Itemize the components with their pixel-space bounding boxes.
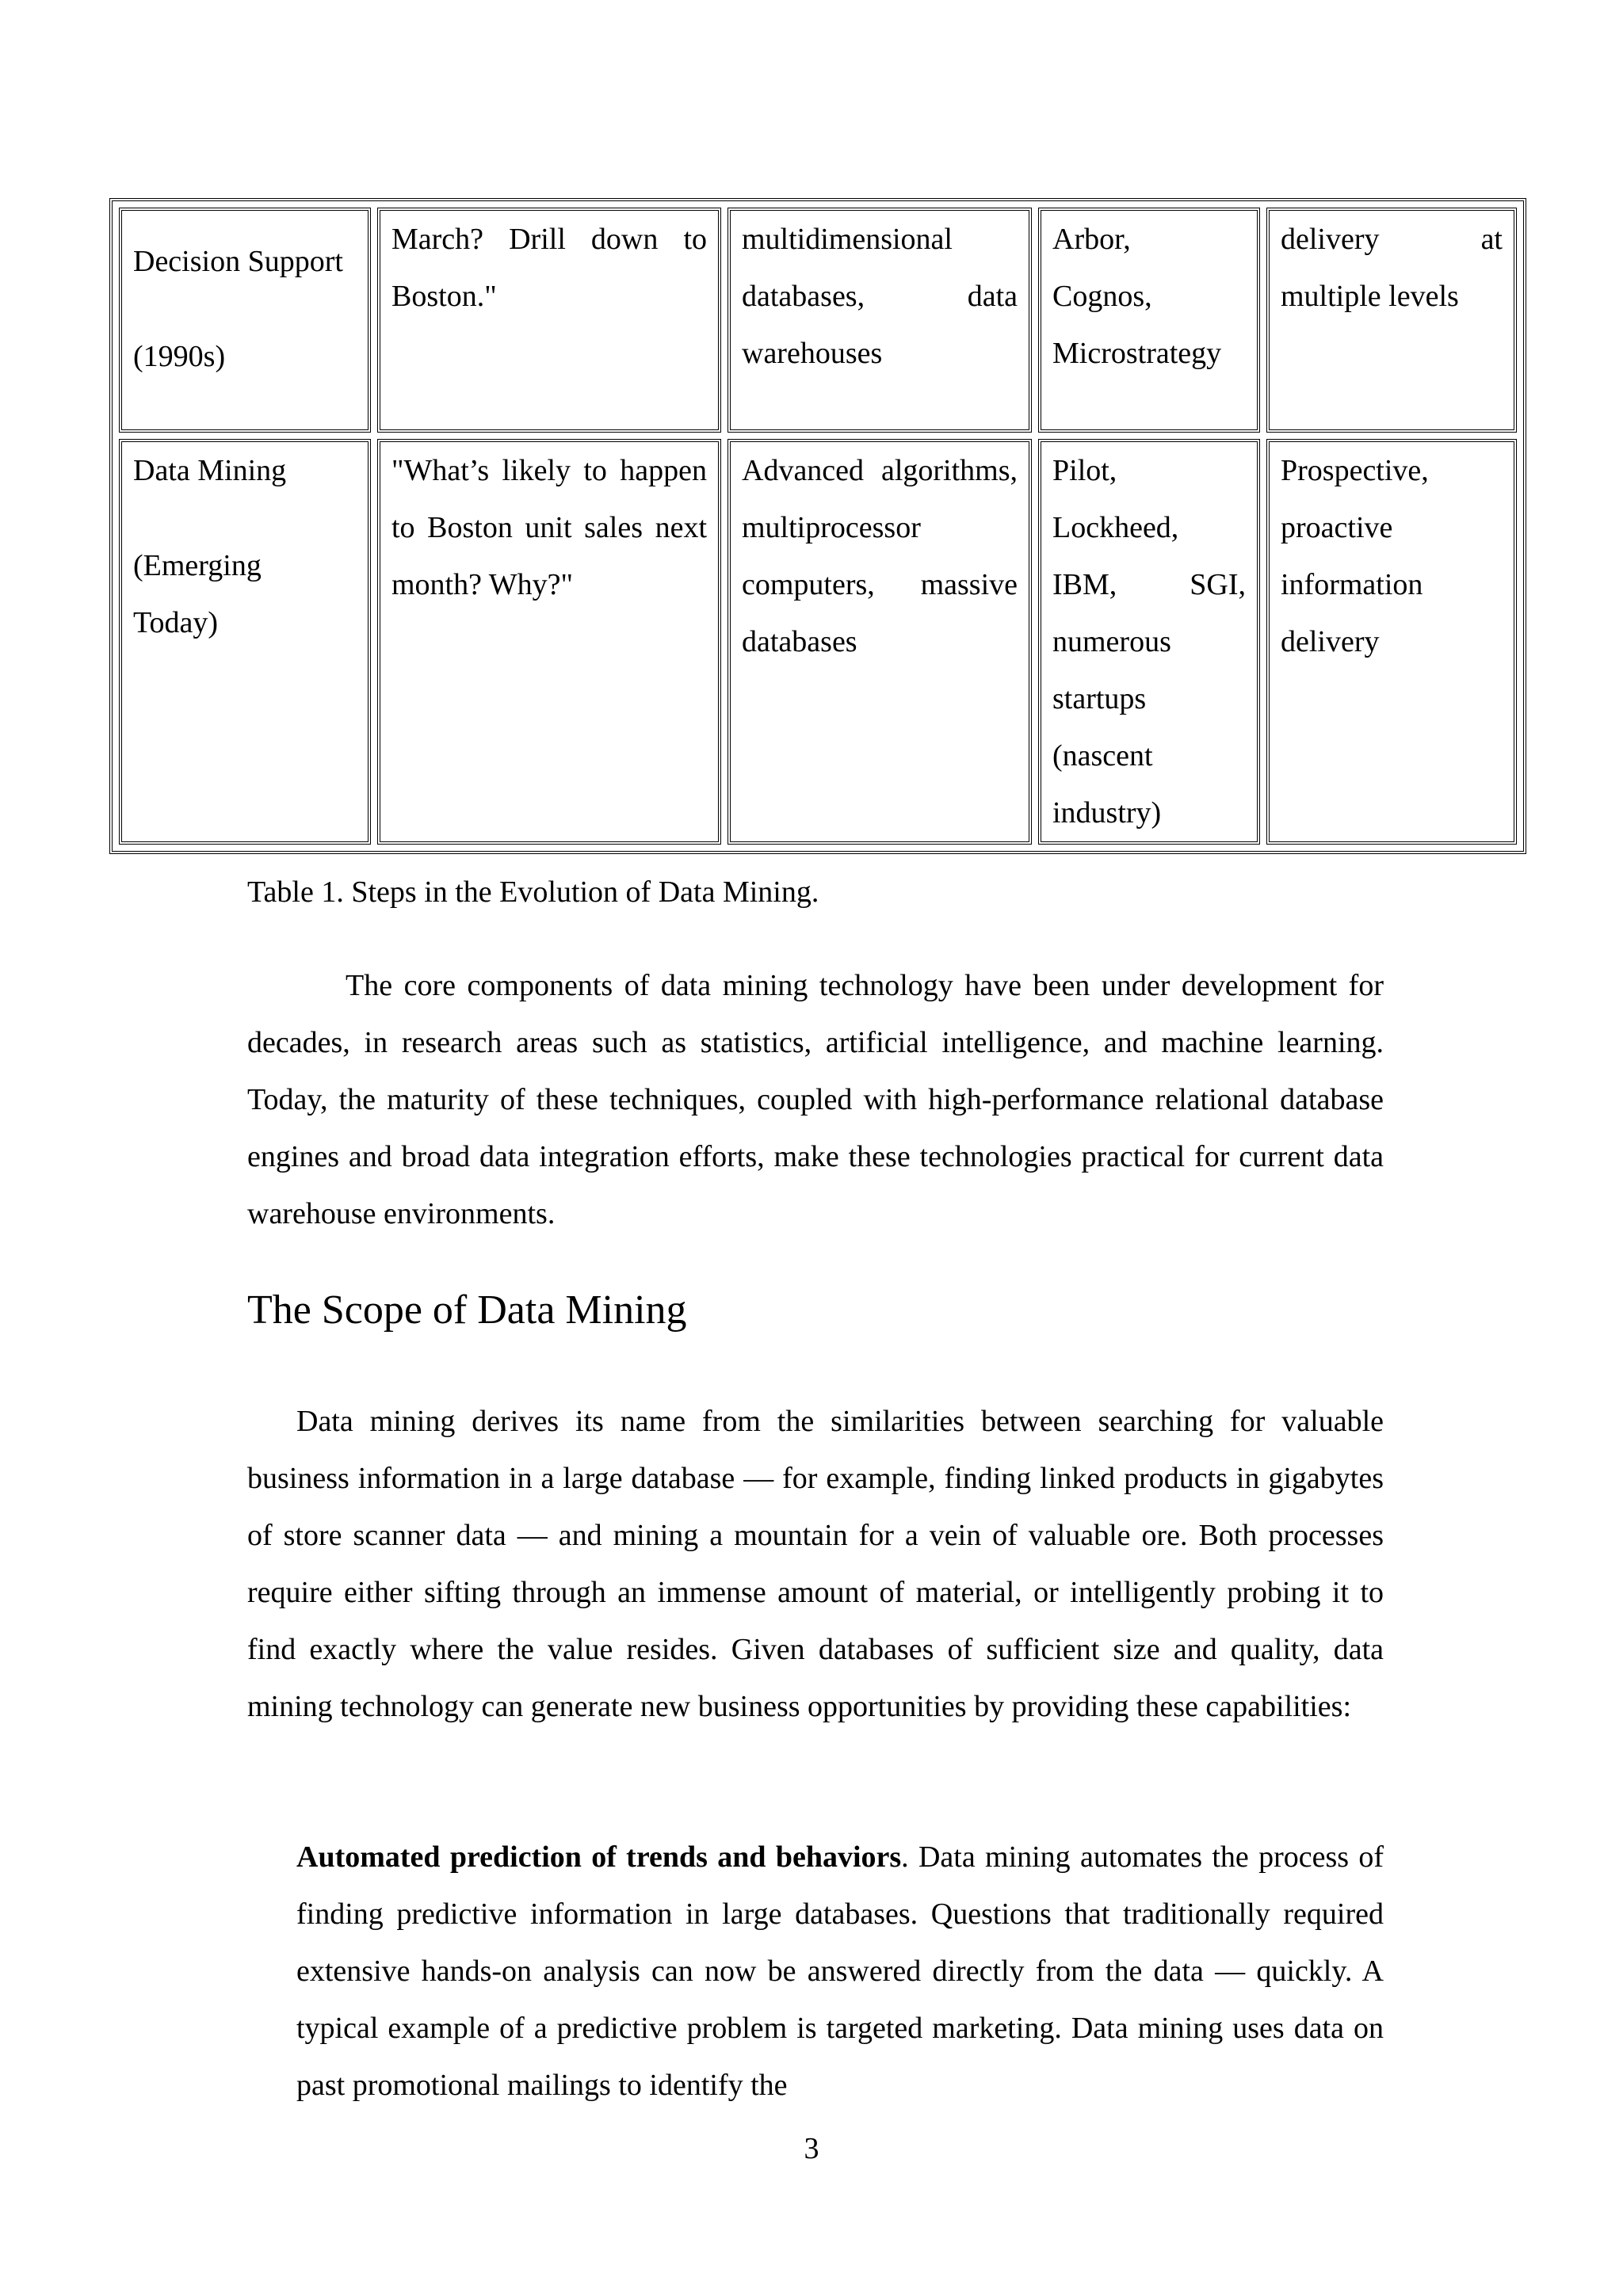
table-cell-characteristics: delivery at multiple levels	[1266, 208, 1517, 433]
table-cell-providers: Pilot, Lockheed, IBM, SGI, numerous startups (nascent industry)	[1038, 439, 1260, 845]
era-period: (1990s)	[133, 340, 226, 373]
table-cell-technologies: Advanced algorithms, multiprocessor computers, massive databases	[727, 439, 1032, 845]
era-label: Decision Support	[133, 245, 343, 278]
table-cell-question: March? Drill down to Boston."	[377, 208, 721, 433]
table-cell-era	[119, 208, 371, 433]
era-label: Data Mining	[133, 454, 287, 487]
paragraph-automated-prediction	[296, 1829, 1384, 2114]
bold-term: Automated prediction of trends and behaviors	[296, 1840, 902, 1874]
page-number: 3	[804, 2132, 819, 2165]
table-cell-question: "What’s likely to happen to Boston unit sales next month? Why?"	[377, 439, 721, 845]
table-cell-characteristics: Prospective, proactive information delivery	[1266, 439, 1517, 845]
era-period: (Emerging	[133, 549, 262, 582]
paragraph-core-components: The core components of data mining technology have been under development for decades, in research areas such as statistics, artificial intelligence, and machine learning. Today, the maturity of these techniques, coupled with high-performance relational database engines and broad data integration efforts, make these technologies practical for current data warehouse environments.	[247, 969, 1384, 1230]
paragraph-scope: Data mining derives its name from the similarities between searching for valuable business information in a large database — for example, finding linked products in gigabytes of store scanner data — and mining a mountain for a vein of valuable ore. Both processes require either sifting through an immense amount of material, or intelligently probing it to find exactly where the value resides. Given databases of sufficient size and quality, data mining technology can generate new business opportunities by providing these capabilities:	[247, 1405, 1384, 1723]
table-cell-technologies: multidimensional databases, data warehouses	[727, 208, 1032, 433]
era-period: Today)	[133, 606, 219, 639]
table-row	[119, 208, 1517, 433]
paragraph-body: . Data mining automates the process of finding predictive information in large databases. Questions that traditionally required extensive hands-on analysis can now be answered directly from the data — quickly. A typical example of a predictive problem is targeted marketing. Data mining uses data on past promotional mailings to identify the	[296, 1840, 1384, 2102]
evolution-table	[109, 198, 1526, 854]
section-heading: The Scope of Data Mining	[247, 1287, 687, 1333]
table-cell-era	[119, 439, 371, 845]
table-cell-providers: Arbor, Cognos, Microstrategy	[1038, 208, 1260, 433]
table-row	[119, 439, 1517, 845]
table-caption: Table 1. Steps in the Evolution of Data Mining.	[247, 875, 819, 909]
